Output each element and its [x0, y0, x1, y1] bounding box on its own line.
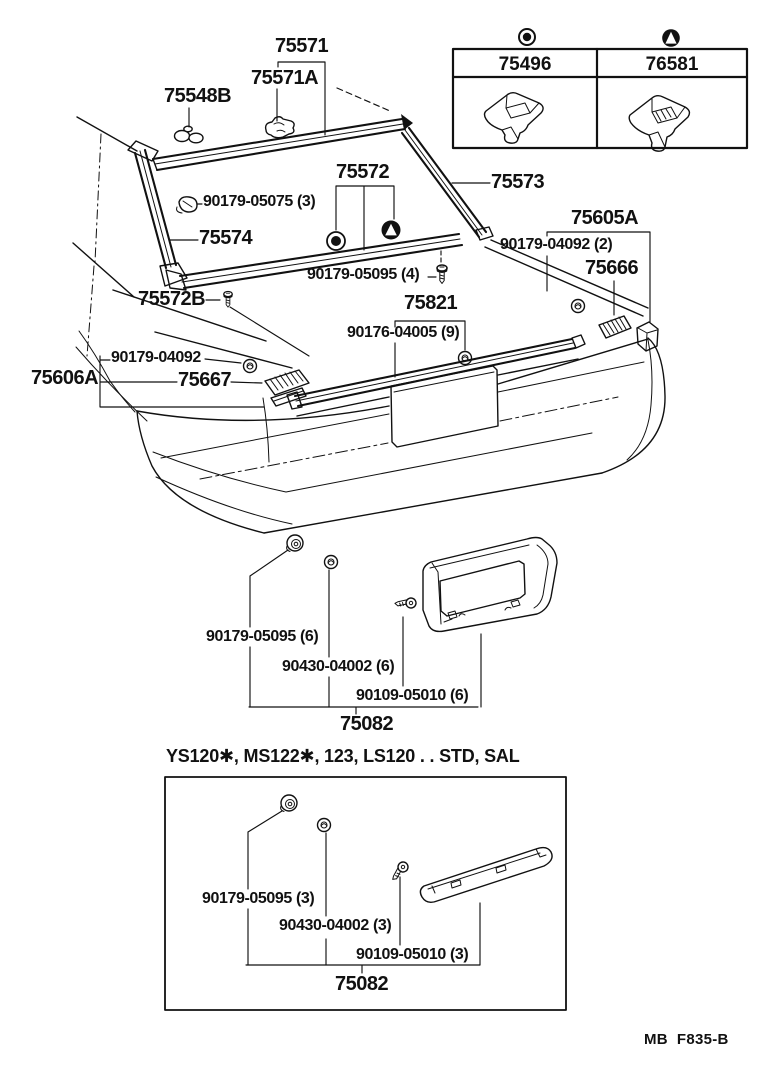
- filled-circle-icon: [519, 29, 535, 45]
- grommet-90179-04092-icon: [244, 360, 257, 373]
- part-label-75082-main: 75082: [340, 713, 394, 735]
- part-label-75082-variant: 75082: [335, 973, 389, 995]
- grommet-90430-icon-2: [318, 819, 331, 832]
- corner-moulding-75667: [265, 370, 309, 406]
- clip-75548B: [175, 126, 204, 143]
- end-cap-75605A: [637, 322, 658, 351]
- grommet-right-icon: [572, 300, 585, 313]
- variant-box-header: YS120✱, MS122✱, 123, LS120 . . STD, SAL: [166, 746, 520, 766]
- part-label-75571: 75571: [275, 35, 329, 57]
- part-label-75572: 75572: [336, 161, 390, 183]
- rear-window-mouldings: [128, 85, 493, 290]
- part-label-75606A: 75606A: [31, 367, 99, 389]
- clip-76581-drawing: [629, 96, 689, 151]
- table-part-75496: 75496: [498, 54, 552, 75]
- part-label-75573: 75573: [491, 171, 545, 193]
- nut-grommet-icon: [287, 535, 303, 552]
- fastener-label-90179-05095-4: 90179-05095 (4): [307, 266, 420, 283]
- screw-90109-icon: [395, 594, 418, 610]
- fastener-label-90179-04092: 90179-04092: [111, 349, 201, 366]
- fastener-label-90430-04002-3: 90430-04002 (3): [279, 917, 392, 934]
- part-label-75571A: 75571A: [251, 67, 319, 89]
- clip-90179-05075: [177, 197, 197, 213]
- corner-moulding-75666: [599, 316, 631, 338]
- nut-grommet-icon-2: [281, 795, 297, 812]
- symbol-filled-circle: [327, 232, 345, 250]
- screw-90179-05095-icon: [437, 265, 447, 284]
- triangle-icon: [662, 29, 680, 47]
- symbol-triangle: [382, 221, 401, 240]
- fastener-label-90179-04092-2: 90179-04092 (2): [500, 236, 613, 253]
- fastener-label-90109-05010-6: 90109-05010 (6): [356, 687, 469, 704]
- clip-75571A: [266, 117, 295, 138]
- part-label-75605A: 75605A: [571, 207, 639, 229]
- fastener-label-90179-05075: 90179-05075 (3): [203, 193, 316, 210]
- grommet-90430-icon: [325, 556, 338, 569]
- part-label-75666: 75666: [585, 257, 639, 279]
- clip-75496-drawing: [485, 93, 544, 143]
- screw-90109-icon-2: [387, 860, 410, 881]
- rear-bumper: [137, 338, 665, 533]
- licence-garnish-75082: [423, 538, 557, 632]
- fastener-label-90179-05095-3: 90179-05095 (3): [202, 890, 315, 907]
- page-code: MB F835-B: [644, 1031, 729, 1048]
- screw-75572B-icon: [224, 291, 233, 307]
- fastener-label-90430-04002-6: 90430-04002 (6): [282, 658, 395, 675]
- licence-garnish-75082-variant: [420, 848, 552, 903]
- part-label-75572B: 75572B: [138, 288, 206, 310]
- fastener-label-90179-05095-6: 90179-05095 (6): [206, 628, 319, 645]
- fastener-label-90176-04005: 90176-04005 (9): [347, 324, 460, 341]
- grommet-90176-04005-icon: [459, 352, 472, 365]
- part-label-75821: 75821: [404, 292, 458, 314]
- fastener-label-90109-05010-3: 90109-05010 (3): [356, 946, 469, 963]
- clip-detail-table: [453, 29, 747, 151]
- part-label-75667: 75667: [178, 369, 232, 391]
- part-label-75548B: 75548B: [164, 85, 232, 107]
- part-label-75574: 75574: [199, 227, 253, 249]
- table-part-76581: 76581: [645, 54, 699, 75]
